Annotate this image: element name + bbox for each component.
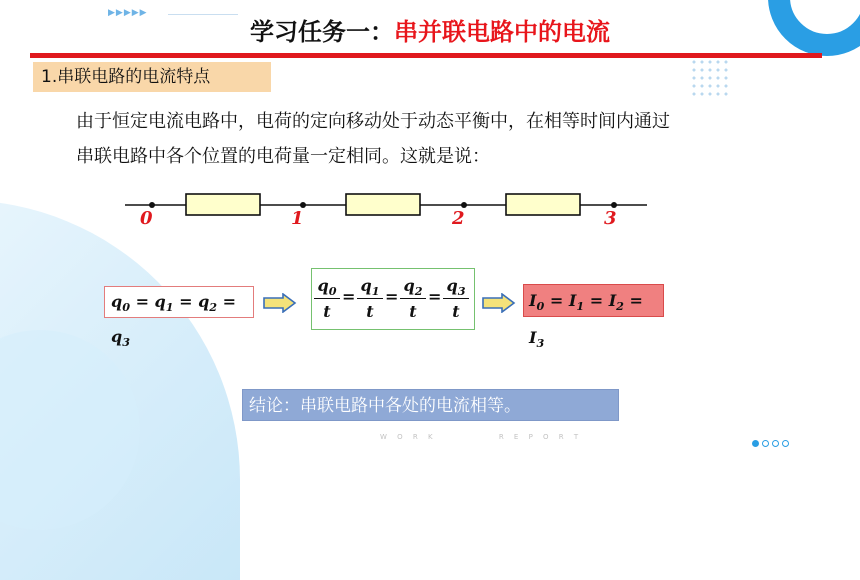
fraction-numerator: q (360, 276, 372, 295)
section-heading: 1.串联电路的电流特点 (33, 62, 271, 92)
equals-sign: = (222, 292, 237, 311)
node-label-1: 1 (291, 208, 304, 229)
node-label-0: 0 (140, 208, 153, 229)
node-label-3: 3 (604, 208, 617, 229)
resistor-3 (506, 194, 580, 215)
implies-arrow-icon (263, 293, 297, 313)
equals-sign: = (589, 291, 604, 310)
resistor-1 (186, 194, 260, 215)
equals-sign: = (135, 292, 149, 311)
paragraph-line-1: 由于恒定电流电路中，电荷的定向移动处于动态平衡中，在相等时间内通过 (76, 111, 670, 132)
equals-sign: = (549, 291, 564, 310)
pager-dot-2[interactable] (762, 440, 769, 447)
current-subscript-3: 3 (536, 336, 545, 351)
charge-symbol: q (198, 292, 210, 311)
implies-arrow-icon (482, 293, 516, 313)
conclusion-box: 结论：串联电路中各处的电流相等。 (242, 389, 619, 421)
fraction-subscript-2: 2 (414, 284, 423, 299)
fraction-numerator: q (446, 276, 458, 295)
current-symbol: I (529, 291, 537, 310)
equals-sign: = (342, 287, 356, 306)
pager-dot-1[interactable] (752, 440, 759, 447)
resistor-2 (346, 194, 420, 215)
fraction-denominator: t (323, 302, 331, 321)
fraction-denominator: t (452, 302, 460, 321)
fraction-3 (443, 275, 469, 322)
decorative-arrows: ▶▶▶▶▶ (108, 8, 148, 18)
current-equality-equation (523, 284, 664, 351)
fraction-subscript-3: 3 (457, 284, 466, 299)
current-symbol: I (529, 328, 537, 348)
pager-dot-4[interactable] (782, 440, 789, 447)
charge-subscript-0: 0 (122, 300, 130, 315)
ratio-equality-equation (311, 268, 475, 330)
fraction-numerator: q (403, 276, 415, 295)
pager-dot-3[interactable] (772, 440, 779, 447)
fraction-2 (400, 275, 426, 322)
title-prefix: 学习任务一： (250, 18, 394, 46)
fraction-subscript-1: 1 (371, 284, 380, 299)
charge-symbol: q (154, 292, 166, 311)
charge-symbol: q (111, 292, 123, 311)
current-subscript-1: 1 (576, 299, 585, 314)
charge-symbol: q (111, 327, 123, 347)
charge-subscript-2: 2 (209, 300, 218, 315)
current-subscript-0: 0 (536, 299, 545, 314)
charge-equality-equation (104, 286, 254, 350)
footer-text-left: W O R K (380, 433, 437, 441)
charge-subscript-3: 3 (122, 335, 130, 350)
fraction-1 (357, 275, 383, 322)
slide-pager (752, 432, 792, 451)
node-label-2: 2 (452, 208, 465, 229)
equals-sign: = (179, 292, 193, 311)
equals-sign: = (629, 291, 643, 310)
footer-watermark (380, 433, 582, 441)
charge-subscript-1: 1 (165, 300, 174, 315)
title-topic: 串并联电路中的电流 (394, 18, 610, 46)
current-symbol: I (608, 291, 617, 310)
current-subscript-2: 2 (616, 299, 624, 314)
paragraph-line-2: 串联电路中各个位置的电荷量一定相同。这就是说： (76, 146, 490, 167)
fraction-numerator: q (317, 276, 329, 295)
fraction-denominator: t (366, 302, 374, 321)
fraction-subscript-0: 0 (328, 284, 337, 299)
equals-sign: = (385, 287, 399, 306)
footer-text-right: R E P O R T (498, 433, 583, 441)
fraction-denominator: t (409, 302, 417, 321)
fraction-0 (314, 275, 340, 322)
current-symbol: I (568, 291, 577, 310)
equals-sign: = (428, 287, 442, 306)
